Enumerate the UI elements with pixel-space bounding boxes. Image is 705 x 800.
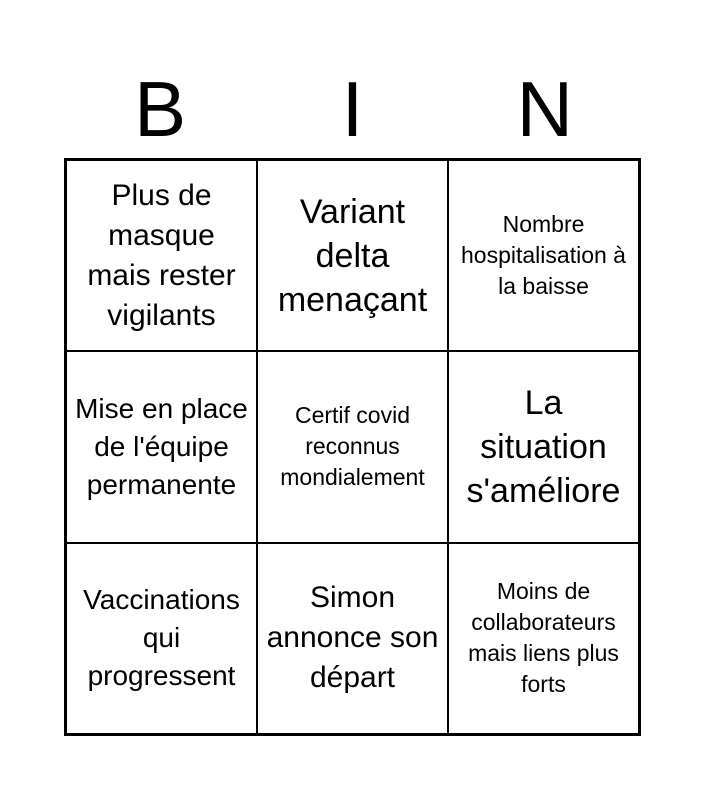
- header-letter-i: I: [341, 65, 364, 153]
- bingo-cell-5[interactable]: [257, 351, 448, 542]
- bingo-cell-9[interactable]: [448, 543, 639, 734]
- bingo-cell-1[interactable]: [66, 160, 257, 351]
- bingo-cell-2[interactable]: [257, 160, 448, 351]
- bingo-cell-text: La situation s'améliore: [466, 383, 621, 510]
- header-letter-b: B: [134, 65, 187, 153]
- bingo-grid: [64, 158, 641, 736]
- header-letter-n: N: [516, 65, 573, 153]
- bingo-cell-7[interactable]: [66, 543, 257, 734]
- bingo-cell-text: Vaccinations qui progressent: [83, 584, 240, 692]
- bingo-cell-text: Moins de collaborateurs mais liens plus forts: [468, 578, 619, 698]
- bingo-cell-text: Certif covid reconnus mondialement: [280, 402, 425, 491]
- bingo-cell-6[interactable]: [448, 351, 639, 542]
- bingo-cell-3[interactable]: [448, 160, 639, 351]
- bingo-header: [64, 60, 641, 158]
- bingo-cell-text: Mise en place de l'équipe permanente: [75, 392, 248, 500]
- bingo-cell-text: Nombre hospitalisation à la baisse: [461, 211, 626, 300]
- bingo-cell-text: Simon annonce son départ: [266, 581, 439, 695]
- bingo-cell-4[interactable]: [66, 351, 257, 542]
- bingo-cell-8[interactable]: [257, 543, 448, 734]
- bingo-cell-text: Plus de masque mais rester vigilants: [87, 178, 236, 332]
- bingo-cell-text: Variant delta menaçant: [277, 192, 428, 319]
